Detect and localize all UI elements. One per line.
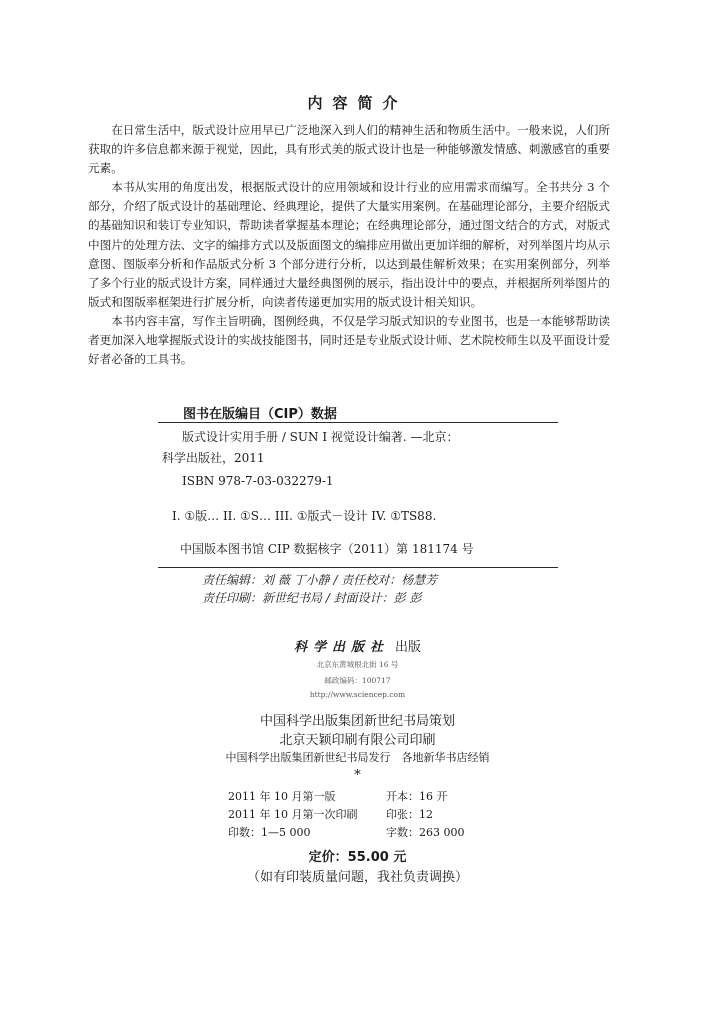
spec-copies: 印数：1—5 000 (228, 826, 311, 839)
summary-paragraph-2: 本书从实用的角度出发，根据版式设计的应用领域和设计行业的应用需求而编写。全书共分 3 个部分，介绍了版式设计的基础理论、经典理论，提供了大量实用案例。在基础理论部分，主要介绍版式的基础知识和装订专业知识，帮助读者掌握基本理论；在经典理论部分，通过图文结合的方式，对版式中图片的处理方法、文字的编排方式以及版面图文的编排应用做出更加详细的解析，对列举图片均从示意图、图版率分析和作品版式分析 3 个部分进行分析，以达到最佳解析效果；在实用案例部分，列举了多个行业的版式设计方案，同样通过大量经典图例的展示，指出设计中的要点，并根据所列举图片的版式和图版率框架进行扩展分析，向读者传递更加实用的版式设计相关知识。 (88, 180, 610, 310)
cip-isbn: ISBN 978-7-03-032279-1 (182, 474, 334, 488)
publisher-name: 科学出版社 (293, 640, 389, 655)
spec-words: 字数：263 000 (386, 826, 465, 839)
publisher-line (0, 636, 715, 655)
cip-classification: I. ①版… II. ①S… III. ①版式－设计 IV. ①TS88. (172, 509, 437, 523)
separator-star: * (354, 768, 361, 783)
cip-line: 科学出版社，2011 (162, 451, 265, 465)
credits-editors: 责任编辑：刘 薇 丁小静 / 责任校对：杨慧芳 (202, 573, 438, 587)
summary-paragraph-1: 在日常生活中，版式设计应用早已广泛地深入到人们的精神生活和物质生活中。一般来说，人们所获取的许多信息都来源于视觉，因此，具有形式美的版式设计也是一种能够激发情感、刺激感官的重要元素。 (88, 123, 610, 176)
publisher-website: http://www.sciencep.com (309, 690, 406, 699)
summary-title: 内容简介 (307, 94, 408, 112)
publisher-address: 北京东黄城根北街 16 号 (316, 660, 399, 669)
spec-format: 开本：16 开 (386, 790, 448, 803)
quality-notice: （如有印装质量问题，我社负责调换） (246, 870, 468, 885)
publisher-suffix: 出版 (395, 640, 422, 655)
distribution-line: 中国科学出版集团新世纪书局发行 各地新华书店经销 (225, 751, 490, 764)
cip-record-number: 中国版本图书馆 CIP 数据核字（2011）第 181174 号 (180, 542, 474, 556)
printer-line: 北京天颖印刷有限公司印刷 (279, 733, 436, 748)
publisher-postcode: 邮政编码：100717 (324, 676, 391, 685)
cip-heading: 图书在版编目（CIP）数据 (183, 407, 337, 422)
price: 定价：55.00 元 (308, 850, 407, 865)
credits-production: 责任印刷：新世纪书局 / 封面设计：彭 彭 (202, 591, 422, 605)
spec-printing: 2011 年 10 月第一次印刷 (228, 808, 358, 821)
spec-edition: 2011 年 10 月第一版 (228, 790, 336, 803)
planning-line: 中国科学出版集团新世纪书局策划 (259, 714, 455, 729)
summary-paragraph-3: 本书内容丰富，写作主旨明确，图例经典，不仅是学习版式知识的专业图书，也是一本能够帮助读者更加深入地掌握版式设计的实战技能图书，同时还是专业版式设计师、艺术院校师生以及平面设计爱好者必备的工具书。 (88, 314, 610, 367)
spec-sheets: 印张：12 (386, 808, 433, 821)
cip-line: 版式设计实用手册 / SUN I 视觉设计编著. —北京： (182, 430, 459, 444)
